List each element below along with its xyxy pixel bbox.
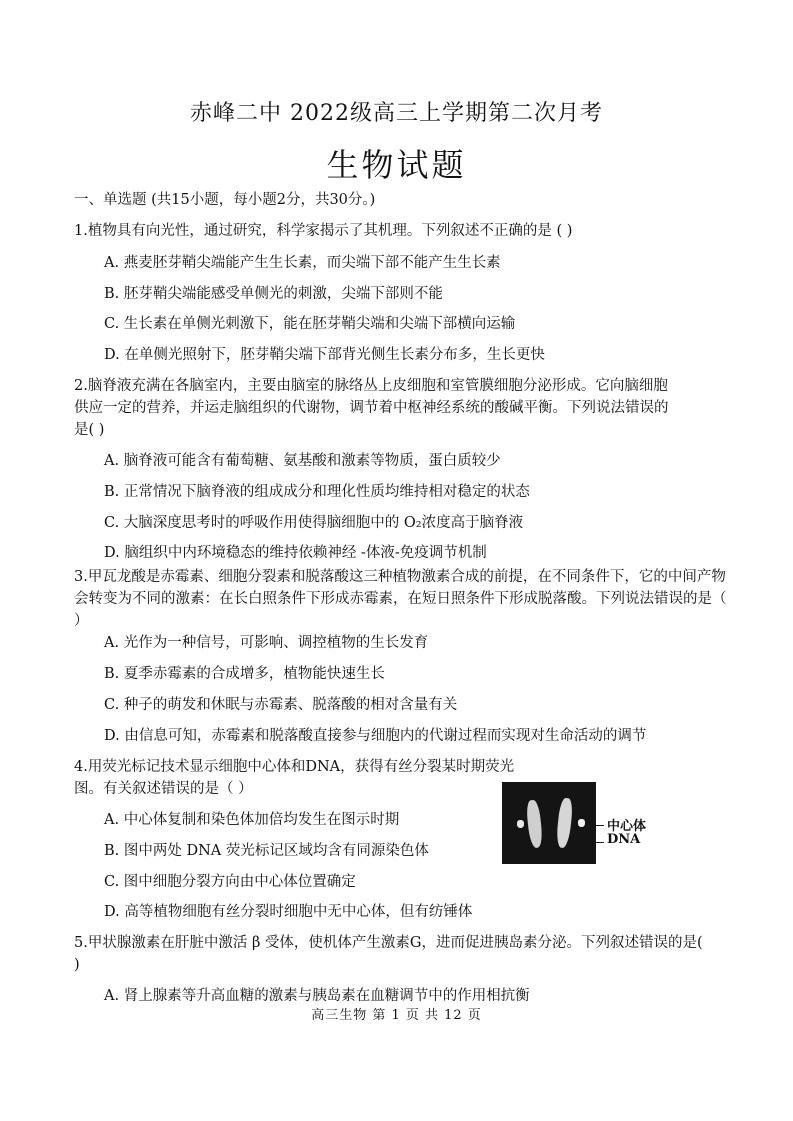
question-3-stem-line-1: 3.甲瓦龙酸是赤霉素、细胞分裂素和脱落酸这三种植物激素合成的前提，在不同条件下，它的中间产物 [74, 569, 726, 585]
question-2-option-d: D. 脑组织中内环境稳态的维持依赖神经 -体液-免疫调节机制 [104, 545, 487, 561]
question-2-stem-line-3: 是( ) [74, 422, 105, 438]
question-1-stem: 1.植物具有向光性，通过研究，科学家揭示了其机理。下列叙述不正确的是 ( ) [74, 223, 573, 239]
question-3-stem-line-3: ） [74, 613, 89, 629]
question-4-stem-line-1: 4.用荧光标记技术显示细胞中心体和DNA，获得有丝分裂某时期荧光 [74, 759, 515, 775]
centrosome-spot-right [578, 819, 585, 827]
question-4-option-b: B. 图中两处 DNA 荧光标记区域均含有同源染色体 [104, 843, 429, 859]
question-2-option-b: B. 正常情况下脑脊液的组成成分和理化性质均维持相对稳定的状态 [104, 484, 530, 500]
question-2-stem-line-1: 2.脑脊液充满在各脑室内，主要由脑室的脉络丛上皮细胞和室管膜细胞分泌形成。它向脑细胞 [74, 378, 668, 394]
question-3-option-c: C. 种子的萌发和休眠与赤霉素、脱落酸的相对含量有关 [104, 697, 458, 713]
page-footer: 高三生物 第 1 页 共 12 页 [311, 1008, 482, 1023]
question-4-stem-line-2: 图。有关叙述错误的是（ ） [74, 781, 253, 797]
dna-region-right [555, 797, 573, 848]
question-4-option-c: C. 图中细胞分裂方向由中心体位置确定 [104, 874, 356, 890]
figure-label-dna: DNA [607, 832, 641, 847]
exam-title: 赤峰二中 2022级高三上学期第二次月考 [190, 101, 603, 126]
question-1-option-a: A. 燕麦胚芽鞘尖端能产生生长素，而尖端下部不能产生生长素 [104, 255, 501, 271]
label-pointer-centrosome [596, 825, 604, 826]
dna-region-left [526, 799, 544, 848]
label-pointer-dna [596, 842, 604, 843]
question-4-option-a: A. 中心体复制和染色体加倍均发生在图示时期 [104, 812, 400, 828]
question-3-option-d: D. 由信息可知，赤霉素和脱落酸直接参与细胞内的代谢过程而实现对生命活动的调节 [104, 728, 647, 744]
fluorescence-micrograph [502, 782, 596, 864]
centrosome-spot-left [517, 820, 524, 828]
question-1-option-d: D. 在单侧光照射下，胚芽鞘尖端下部背光侧生长素分布多，生长更快 [104, 347, 545, 363]
question-2-option-c: C. 大脑深度思考时的呼吸作用使得脑细胞中的 O₂浓度高于脑脊液 [104, 515, 524, 531]
question-5-stem-line-1: 5.甲状腺激素在肝脏中激活 β 受体，使机体产生激素G，进而促进胰岛素分泌。下列叙述错误的是( [74, 935, 703, 951]
question-1-option-c: C. 生长素在单侧光刺激下，能在胚芽鞘尖端和尖端下部横向运输 [104, 316, 516, 332]
question-1-option-b: B. 胚芽鞘尖端能感受单侧光的刺激，尖端下部则不能 [104, 286, 443, 302]
question-3-option-a: A. 光作为一种信号，可影响、调控植物的生长发育 [104, 635, 429, 651]
question-3-stem-line-2: 会转变为不同的激素：在长白照条件下形成赤霉素，在短日照条件下形成脱落酸。下列说法错误的是（ [74, 591, 727, 607]
figure-label-centrosome: 中心体 [607, 819, 647, 834]
question-4-option-d: D. 高等植物细胞有丝分裂时细胞中无中心体，但有纺锤体 [104, 904, 473, 920]
question-5-option-a: A. 肾上腺素等升高血糖的激素与胰岛素在血糖调节中的作用相抗衡 [104, 988, 530, 1004]
question-5-stem-line-2: ) [74, 957, 80, 973]
section-heading: 一、单选题 (共15小题，每小题2分，共30分。) [74, 192, 376, 208]
subject-title: 生物试题 [326, 146, 467, 184]
question-2-option-a: A. 脑脊液可能含有葡萄糖、氨基酸和激素等物质，蛋白质较少 [104, 453, 501, 469]
question-2-stem-line-2: 供应一定的营养，并运走脑组织的代谢物，调节着中枢神经系统的酸碱平衡。下列说法错误的 [74, 400, 669, 416]
question-3-option-b: B. 夏季赤霉素的合成增多，植物能快速生长 [104, 666, 385, 682]
